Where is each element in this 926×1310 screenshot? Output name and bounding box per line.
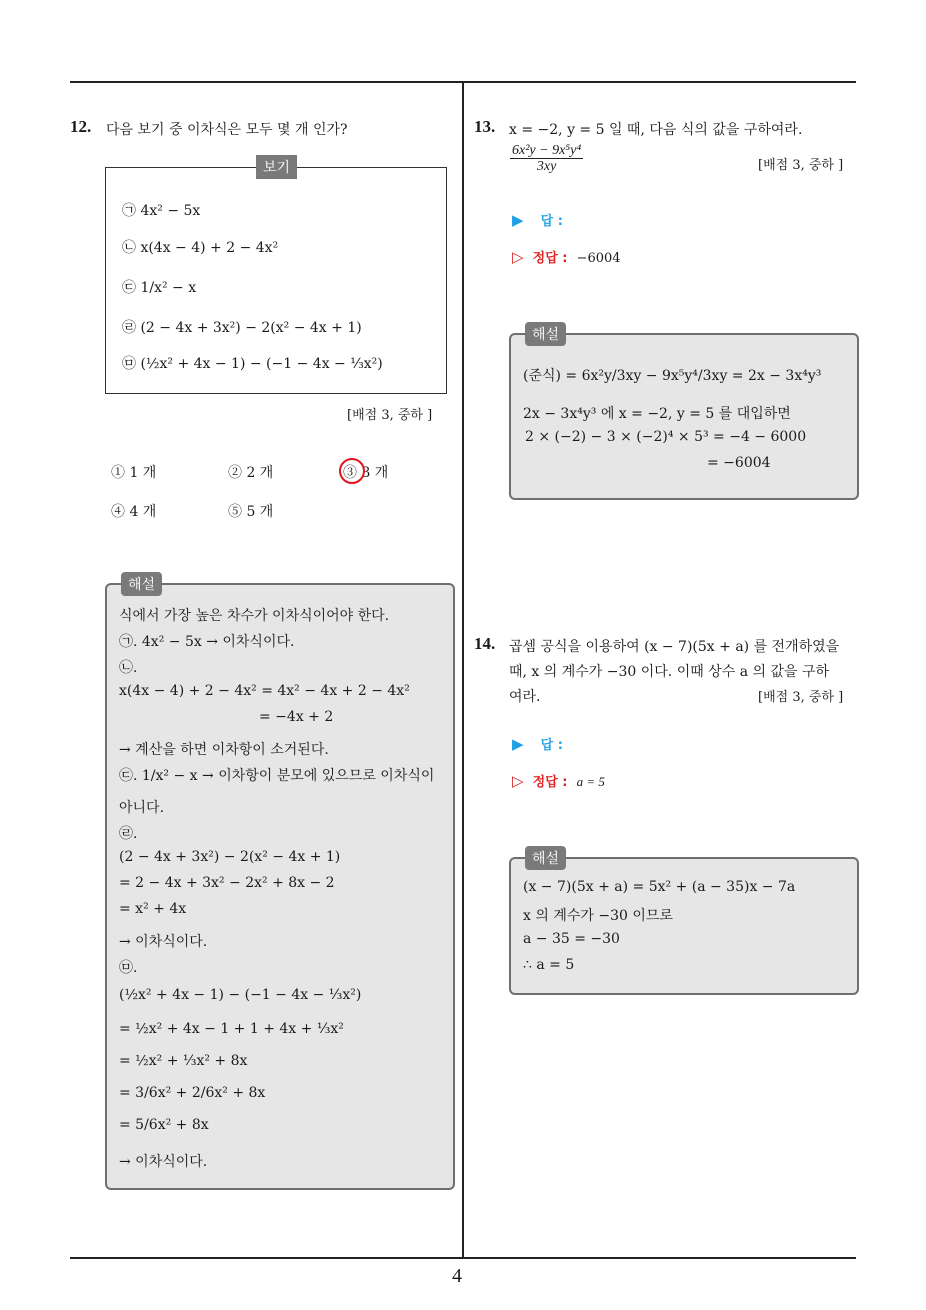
q12-exp-line: = ½x² + ⅓x² + 8x xyxy=(119,1053,248,1069)
q14-explanation-box xyxy=(509,851,859,995)
q12-exp-line: → 이차식이다. xyxy=(119,1154,208,1170)
q12-exp-line: x(4x − 4) + 2 − 4x² = 4x² − 4x + 2 − 4x² xyxy=(119,683,410,699)
q13-expression-numerator: 6x²y − 9x⁵y⁴ xyxy=(512,143,582,158)
q12-exp-line: (½x² + 4x − 1) − (−1 − 4x − ⅓x²) xyxy=(119,987,362,1003)
q12-exp-line: ㉢. 1/x² − x → 이차항이 분모에 있으므로 이차식이 xyxy=(119,768,435,784)
q12-item: ㉠ 4x² − 5x xyxy=(122,203,201,219)
bottom-rule xyxy=(70,1257,856,1259)
q12-exp-line: ㉡. xyxy=(119,660,138,676)
q12-score: [배점 3, 중하 ] xyxy=(347,408,433,423)
q13-answer-row xyxy=(512,210,563,229)
q12-exp-line: = 2 − 4x + 3x² − 2x² + 8x − 2 xyxy=(119,875,335,891)
q14-exp-line: a − 35 = −30 xyxy=(523,931,620,947)
q13-number: 13. xyxy=(474,117,496,136)
q12-explanation-box xyxy=(105,577,455,1190)
q12-choice-3[interactable]: ③ 3 개 xyxy=(343,465,389,481)
play-icon: ▶ xyxy=(512,735,524,753)
q14-number: 14. xyxy=(474,634,496,653)
q12-bogi-box xyxy=(105,160,447,394)
q12-exp-line: ㉤. xyxy=(119,960,138,976)
outline-play-icon: ▷ xyxy=(512,772,524,790)
q12-exp-line: (2 − 4x + 3x²) − 2(x² − 4x + 1) xyxy=(119,849,341,865)
q12-number: 12. xyxy=(70,117,92,136)
q12-exp-line: = ½x² + 4x − 1 + 1 + 4x + ⅓x² xyxy=(119,1021,344,1037)
q14-answer-label: 답 : xyxy=(540,738,563,753)
q12-marked-answer-circle xyxy=(339,458,365,484)
q12-exp-line: = x² + 4x xyxy=(119,901,187,917)
q12-bogi-label: 보기 xyxy=(256,155,297,179)
q14-score: [배점 3, 중하 ] xyxy=(758,690,844,705)
q12-exp-line: = 3/6x² + 2/6x² + 8x xyxy=(119,1085,266,1101)
q12-item: ㉣ (2 − 4x + 3x²) − 2(x² − 4x + 1) xyxy=(122,320,362,336)
q13-explanation-label: 해설 xyxy=(525,322,566,346)
q12-choice-4[interactable]: ④ 4 개 xyxy=(111,504,157,520)
q12-question-text: 다음 보기 중 이차식은 모두 몇 개 인가? xyxy=(106,122,348,138)
q14-exp-line: x 의 계수가 −30 이므로 xyxy=(523,908,673,924)
q12-item: ㉢ 1/x² − x xyxy=(122,280,197,296)
page-number: 4 xyxy=(452,1265,462,1287)
q14-correct-row xyxy=(512,771,605,790)
q12-choice-2[interactable]: ② 2 개 xyxy=(228,465,274,481)
q13-score: [배점 3, 중하 ] xyxy=(758,158,844,173)
q12-explanation-label: 해설 xyxy=(121,572,162,596)
q12-exp-line: 아니다. xyxy=(119,800,165,816)
q13-correct-value: −6004 xyxy=(576,251,621,266)
q14-question-text-2: 때, x 의 계수가 −30 이다. 이때 상수 a 의 값을 구하 xyxy=(509,664,830,680)
q12-exp-line: ㉠. 4x² − 5x → 이차식이다. xyxy=(119,634,295,650)
column-divider xyxy=(462,82,464,1258)
q13-expression-denominator: 3xy xyxy=(536,159,557,174)
q14-question-text-1: 곱셈 공식을 이용하여 (x − 7)(5x + a) 를 전개하였을 xyxy=(509,639,840,655)
q14-correct-label: 정답 : xyxy=(532,775,568,790)
q12-exp-line: → 이차식이다. xyxy=(119,934,208,950)
q13-expression xyxy=(508,143,585,174)
q14-explanation-label: 해설 xyxy=(525,846,566,870)
outline-play-icon: ▷ xyxy=(512,248,524,266)
q13-answer-label: 답 : xyxy=(540,214,563,229)
q12-exp-line: ㉣. xyxy=(119,826,138,842)
q12-choice-5[interactable]: ⑤ 5 개 xyxy=(228,504,274,520)
q13-correct-label: 정답 : xyxy=(532,251,568,266)
q12-choice-1[interactable]: ① 1 개 xyxy=(111,465,157,481)
q12-exp-line: → 계산을 하면 이차항이 소거된다. xyxy=(119,742,329,758)
q12-exp-line: = −4x + 2 xyxy=(259,709,334,725)
q12-exp-line: 식에서 가장 높은 차수가 이차식이어야 한다. xyxy=(119,608,390,624)
q14-correct-value: a = 5 xyxy=(576,774,605,789)
q14-answer-row xyxy=(512,734,563,753)
q14-question-text-3: 여라. xyxy=(509,689,541,705)
q13-question-text: x = −2, y = 5 일 때, 다음 식의 값을 구하여라. xyxy=(509,122,803,138)
q14-exp-line: (x − 7)(5x + a) = 5x² + (a − 35)x − 7a xyxy=(523,879,796,895)
q13-exp-line: 2 × (−2) − 3 × (−2)⁴ × 5³ = −4 − 6000 xyxy=(525,429,807,445)
q12-item: ㉡ x(4x − 4) + 2 − 4x² xyxy=(122,240,279,256)
q12-exp-line: = 5/6x² + 8x xyxy=(119,1117,209,1133)
q14-exp-line: ∴ a = 5 xyxy=(523,957,575,973)
q12-item: ㉤ (½x² + 4x − 1) − (−1 − 4x − ⅓x²) xyxy=(122,356,383,372)
q13-exp-line: = −6004 xyxy=(707,455,771,471)
q13-explanation-box xyxy=(509,327,859,500)
q13-exp-line: 2x − 3x⁴y³ 에 x = −2, y = 5 를 대입하면 xyxy=(523,406,791,422)
play-icon: ▶ xyxy=(512,211,524,229)
q13-exp-line: (준식) = 6x²y/3xy − 9x⁵y⁴/3xy = 2x − 3x⁴y³ xyxy=(523,368,822,384)
q13-correct-row xyxy=(512,247,621,266)
